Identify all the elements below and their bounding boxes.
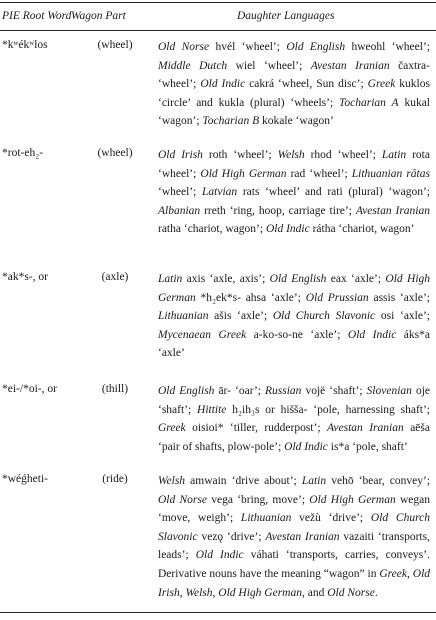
word-gloss: rreth ‘ring, hoop, carriage tire’; bbox=[200, 204, 356, 217]
wagon-part: (thill) bbox=[101, 383, 129, 395]
daughter-languages bbox=[158, 382, 430, 456]
language-name: Lithuanian rātas bbox=[351, 167, 430, 180]
word-gloss: , and bbox=[302, 586, 328, 599]
language-name: Welsh bbox=[277, 149, 305, 161]
word-gloss: is*a ‘pole, shaft’ bbox=[327, 440, 408, 453]
word-gloss: h₂ih₃s or hišša- ‘pole, harnessing shaft’; bbox=[226, 403, 430, 416]
language-name: Old Norse bbox=[158, 41, 210, 53]
word-gloss: rátha ‘chariot, wagon’ bbox=[309, 223, 415, 236]
word-gloss: amwain ‘drive about’; bbox=[185, 475, 302, 487]
header-pie-root-word: PIE Root Word bbox=[2, 10, 72, 22]
language-name: Old Indic bbox=[347, 328, 397, 341]
top-rule bbox=[0, 2, 436, 3]
root-word: *ak*s-, or bbox=[2, 271, 48, 283]
word-gloss: cakrá ‘wheel, Sun disc’; bbox=[245, 78, 368, 91]
language-name: Old English bbox=[269, 273, 327, 285]
language-name: Old English bbox=[158, 385, 215, 397]
language-name: Old Norse bbox=[158, 493, 207, 506]
bottom-rule bbox=[0, 612, 436, 613]
language-name: Old Irish bbox=[158, 567, 431, 599]
word-gloss: wiel ‘wheel’; bbox=[227, 59, 311, 72]
header-wagon-part: Wagon Part bbox=[71, 10, 126, 22]
word-gloss: vezǫ ‘drive’; bbox=[197, 530, 266, 543]
language-name: Avestan Iranian bbox=[327, 422, 404, 435]
word-gloss: , bbox=[179, 586, 186, 599]
language-name: Old Church Slavonic bbox=[158, 512, 430, 543]
language-name: Avestan Iranian bbox=[310, 59, 390, 72]
word-gloss: axis ‘axle, axis’; bbox=[182, 273, 270, 285]
language-name: Old Irish bbox=[158, 149, 203, 161]
language-name: Old Church Slavonic bbox=[272, 310, 376, 323]
language-name: Old High German bbox=[309, 493, 396, 506]
word-gloss: , bbox=[212, 586, 219, 599]
word-gloss: , bbox=[407, 567, 413, 580]
word-gloss: ašis ‘axle’; bbox=[208, 310, 273, 323]
word-gloss: vojë ‘shaft’; bbox=[301, 385, 367, 397]
word-gloss: wegan ‘move, weigh’; bbox=[158, 493, 430, 525]
word-gloss: vehō ‘bear, convey’; bbox=[326, 475, 431, 487]
language-name: Greek bbox=[379, 567, 407, 580]
language-name: Old Indic bbox=[195, 549, 244, 562]
root-word: *wéǵheti- bbox=[2, 473, 48, 485]
language-name: Latin bbox=[158, 273, 183, 285]
header-daughter-languages: Daughter Languages bbox=[237, 10, 335, 22]
language-name: Old English bbox=[286, 41, 346, 53]
word-gloss: assis ‘axle’; bbox=[368, 291, 430, 304]
word-gloss: vazaiti ‘transports, leads’; bbox=[158, 530, 430, 562]
language-name: Greek bbox=[367, 78, 396, 91]
word-gloss: oje ‘shaft’; bbox=[158, 385, 430, 416]
word-gloss: kukal ‘wagon’; bbox=[158, 96, 430, 128]
language-name: Old Indic bbox=[265, 223, 310, 236]
language-name: Old High German bbox=[200, 167, 287, 180]
language-name: Hittite bbox=[197, 403, 227, 416]
word-gloss: eax ‘axle’; bbox=[326, 273, 386, 285]
language-name: Welsh bbox=[158, 475, 186, 487]
daughter-languages bbox=[158, 472, 430, 602]
word-gloss: hvél ‘wheel’; bbox=[209, 41, 287, 53]
word-gloss: rhod ‘wheel’; bbox=[304, 149, 382, 161]
language-name: Lithuanian bbox=[240, 512, 292, 525]
language-name: Greek bbox=[158, 422, 186, 435]
language-name: Albanian bbox=[158, 204, 201, 217]
language-name: Latin bbox=[381, 149, 407, 161]
language-name: Slovenian bbox=[366, 385, 412, 397]
daughter-languages bbox=[158, 146, 430, 239]
word-gloss: ‘wheel’; bbox=[158, 186, 202, 199]
wagon-part: (ride) bbox=[102, 473, 128, 485]
word-gloss: oisioi* ‘tiller, rudderpost’; bbox=[185, 422, 327, 435]
word-gloss: aēša ‘pair of shafts, plow-pole’; bbox=[158, 422, 430, 453]
language-name: Welsh bbox=[185, 586, 213, 599]
word-gloss: a-ko-so-ne ‘axle’; bbox=[246, 328, 348, 341]
word-gloss: kuklos ‘circle’ and kukla (plural) ‘wheels’; bbox=[158, 78, 430, 109]
language-name: Old Indic bbox=[200, 78, 246, 91]
language-name: Old High German bbox=[158, 273, 431, 304]
word-gloss: vega ‘bring, move’; bbox=[206, 493, 310, 506]
word-gloss: hweohl ‘wheel’; bbox=[345, 41, 430, 53]
language-name: Old Prussian bbox=[305, 291, 369, 304]
word-gloss: vežù ‘drive’; bbox=[291, 512, 371, 525]
word-gloss: áks*a ‘axle’ bbox=[158, 328, 430, 360]
language-name: Latin bbox=[301, 475, 327, 487]
root-word: *rot-eh₂- bbox=[2, 147, 44, 159]
word-gloss: váhati ‘transports, carries, conveys’. Derivative nouns have the meaning “wagon” in bbox=[158, 549, 430, 580]
language-name: Tocharian A bbox=[339, 96, 399, 109]
language-name: Old Indic bbox=[284, 440, 328, 453]
word-gloss: roth ‘wheel’; bbox=[202, 149, 278, 161]
wagon-part: (axle) bbox=[101, 271, 129, 283]
language-name: Russian bbox=[265, 385, 302, 397]
word-gloss: ratha ‘chariot, wagon’; bbox=[158, 223, 266, 236]
daughter-languages bbox=[158, 270, 430, 363]
word-gloss: rats ‘wheel’ and rati (plural) ‘wagon’; bbox=[237, 186, 430, 199]
language-name: Avestan Iranian bbox=[265, 530, 340, 543]
word-gloss: . bbox=[374, 586, 378, 599]
language-name: Old Norse bbox=[327, 586, 375, 599]
language-name: Middle Dutch bbox=[158, 59, 228, 72]
language-name: Avestan Iranian bbox=[355, 204, 430, 217]
word-gloss: *h₂ek*s- ahsa ‘axle’; bbox=[195, 291, 306, 304]
word-gloss: kokale ‘wagon’ bbox=[259, 115, 334, 128]
word-gloss: rad ‘wheel’; bbox=[286, 167, 352, 180]
header-rule bbox=[0, 30, 436, 31]
wagon-part: (wheel) bbox=[97, 147, 133, 159]
word-gloss: čaxtra- ‘wheel’; bbox=[158, 59, 430, 91]
language-name: Old High German bbox=[218, 586, 302, 599]
language-name: Tocharian B bbox=[202, 115, 260, 128]
wagon-part: (wheel) bbox=[97, 39, 133, 51]
root-word: *kʷékʷlos bbox=[2, 39, 48, 51]
root-word: *ei-/*oi-, or bbox=[2, 383, 57, 395]
language-name: Latvian bbox=[202, 186, 238, 199]
word-gloss: rota ‘wheel’; bbox=[158, 149, 430, 180]
word-gloss: osi ‘axle’; bbox=[375, 310, 430, 323]
language-name: Lithuanian bbox=[158, 310, 209, 323]
word-gloss: ār- ‘oar’; bbox=[214, 385, 266, 397]
daughter-languages bbox=[158, 38, 430, 131]
language-name: Mycenaean Greek bbox=[158, 328, 247, 341]
